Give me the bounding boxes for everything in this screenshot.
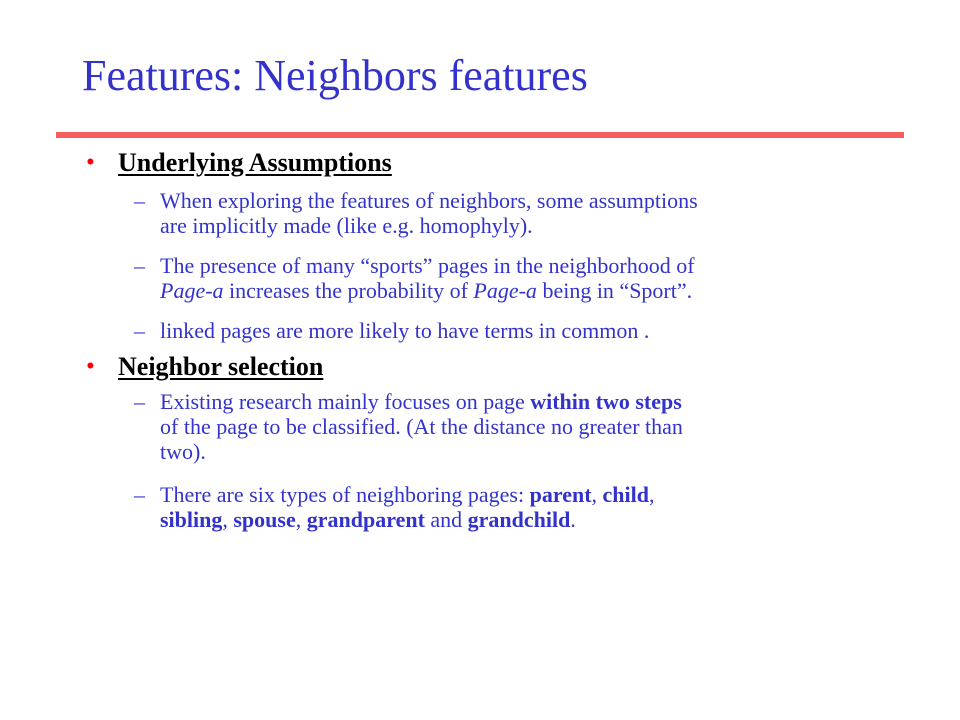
text-run: increases the probability of	[223, 278, 474, 303]
dash: –	[134, 389, 145, 414]
bullet: •	[86, 353, 95, 380]
sub-item-line	[160, 389, 890, 414]
page-a-term: Page-a	[160, 278, 224, 303]
sub-item-line: are implicitly made (like e.g. homophyly).	[160, 213, 533, 238]
sub-item	[160, 389, 890, 464]
sub-item-line: of the page to be classified. (At the distance no greater than	[160, 414, 683, 439]
sub-item	[160, 482, 890, 532]
bold-term-parent: parent	[529, 482, 592, 507]
dash: –	[134, 188, 145, 213]
sub-item-line: linked pages are more likely to have terms in common .	[160, 318, 650, 343]
slide-title: Features: Neighbors features	[82, 51, 588, 100]
text-run: ,	[222, 507, 234, 532]
dash: –	[134, 253, 145, 278]
text-run: ,	[295, 507, 307, 532]
bold-term-grandchild: grandchild	[467, 507, 571, 532]
section-heading-underlying-assumptions: Underlying Assumptions	[118, 148, 392, 177]
sub-item	[160, 188, 890, 238]
sub-item	[160, 318, 890, 343]
sub-item	[160, 253, 890, 303]
text-run: ,	[649, 482, 655, 507]
bullet: •	[86, 149, 95, 176]
dash: –	[134, 482, 145, 507]
text-run: and	[424, 507, 468, 532]
dash: –	[134, 318, 145, 343]
sub-item-line	[160, 482, 890, 507]
sub-item-line	[160, 507, 890, 532]
bold-term: within two steps	[530, 389, 682, 414]
bold-term-sibling: sibling	[160, 507, 223, 532]
text-run: being in “Sport”.	[536, 278, 693, 303]
bold-term-child: child	[602, 482, 650, 507]
sub-item-line: When exploring the features of neighbors, some assumptions	[160, 188, 698, 213]
text-run: ,	[591, 482, 603, 507]
bold-term-spouse: spouse	[233, 507, 296, 532]
text-run: .	[570, 507, 576, 532]
sub-item-line: two).	[160, 439, 206, 464]
page-a-term: Page-a	[473, 278, 537, 303]
sub-item-line	[160, 278, 890, 303]
bold-term-grandparent: grandparent	[306, 507, 425, 532]
text-run: There are six types of neighboring pages:	[160, 482, 530, 507]
sub-item-line: The presence of many “sports” pages in the neighborhood of	[160, 253, 695, 278]
section-heading-neighbor-selection: Neighbor selection	[118, 352, 324, 381]
text-run: Existing research mainly focuses on page	[160, 389, 531, 414]
